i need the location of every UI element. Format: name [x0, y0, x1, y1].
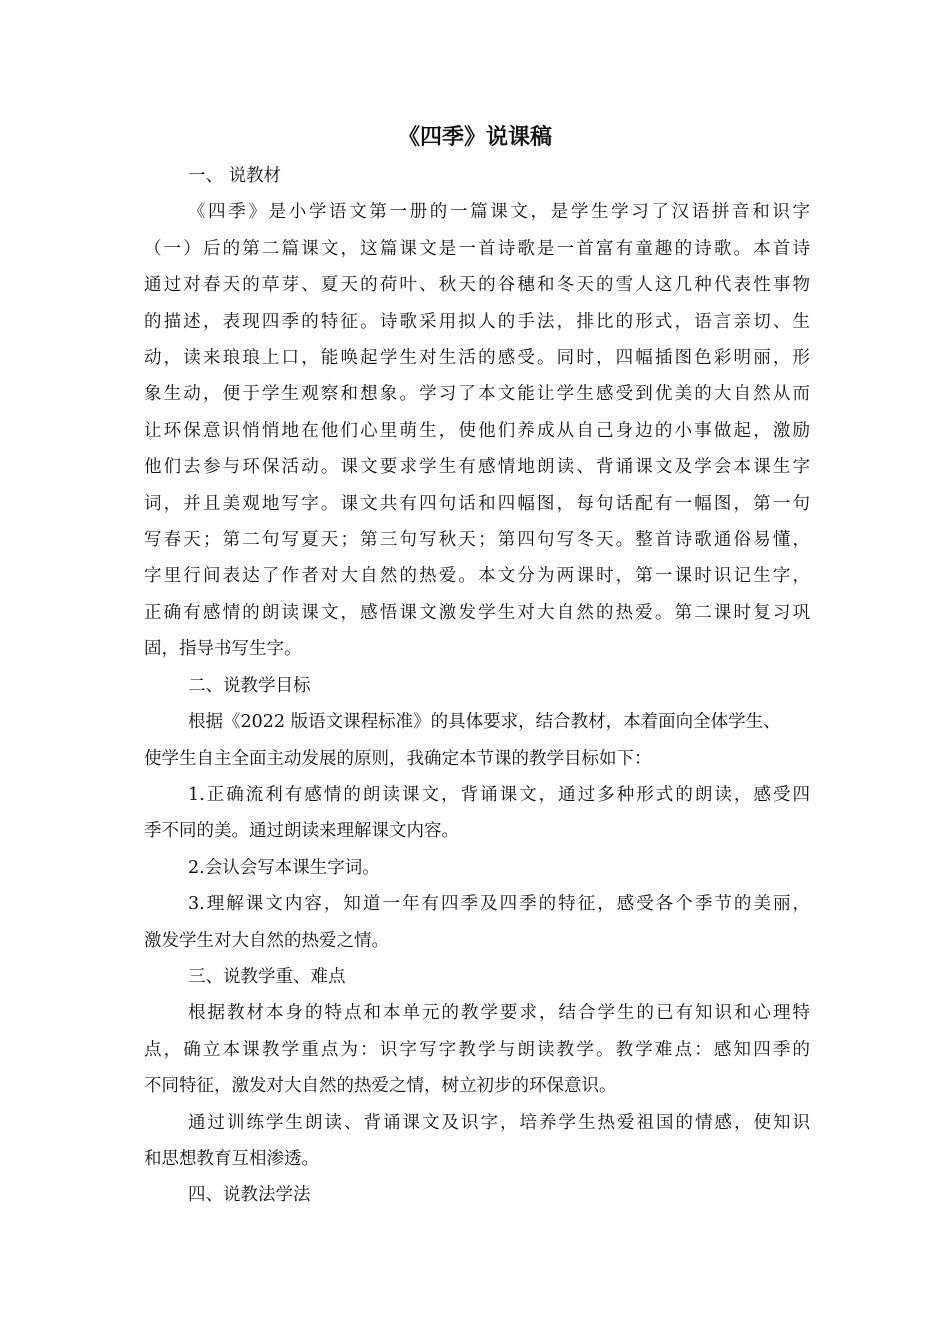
- text-line: 1.正确流利有感情的朗读课文，背诵课文，通过多种形式的朗读，感受四: [188, 784, 810, 805]
- text-line: 3.理解课文内容，知道一年有四季及四季的特征，感受各个季节的美丽，: [188, 894, 810, 915]
- paragraph: [144, 194, 810, 667]
- text-line: 让环保意识悄悄地在他们心里萌生，使他们养成从自己身边的小事做起，激励: [144, 420, 810, 441]
- paragraph: [144, 886, 810, 959]
- text-line: 字里行间表达了作者对大自然的热爱。本文分为两课时，第一课时识记生字，: [144, 566, 810, 587]
- paragraph: [144, 995, 810, 1104]
- text-line: 的描述，表现四季的特征。诗歌采用拟人的手法，排比的形式，语言亲切、生: [144, 311, 810, 332]
- text-line: 通过对春天的草芽、夏天的荷叶、秋天的谷穗和冬天的雪人这几种代表性事物: [144, 275, 810, 296]
- text-line: 通过训练学生朗读、背诵课文及识字，培养学生热爱祖国的情感，使知识: [188, 1112, 810, 1133]
- text-line: 动，读来琅琅上口，能唤起学生对生活的感受。同时，四幅插图色彩明丽，形: [144, 348, 810, 369]
- section-heading: 一、 说教材: [188, 166, 282, 186]
- text-line: 2.会认会写本课生字词。: [188, 857, 380, 878]
- text-line: 固，指导书写生字。: [144, 639, 302, 660]
- text-line: 根据教材本身的特点和本单元的教学要求，结合学生的已有知识和心理特: [188, 1003, 810, 1024]
- paragraph: [144, 850, 810, 886]
- document-title: 《四季》说课稿: [397, 125, 552, 150]
- text-line: 和思想教育互相渗透。: [144, 1148, 319, 1169]
- text-line: 激发学生对大自然的热爱之情。: [144, 930, 389, 951]
- text-line: 他们去参与环保活动。课文要求学生有感情地朗读、背诵课文及学会本课生字: [144, 457, 810, 478]
- section-heading: 四、说教法学法: [188, 1185, 311, 1206]
- paragraph: [144, 1105, 810, 1178]
- document-body: [144, 158, 810, 1214]
- section-heading: 三、说教学重、难点: [188, 966, 346, 987]
- text-line: 根据《2022 版语文课程标准》的具体要求，结合教材，本着面向全体学生、: [188, 712, 781, 733]
- paragraph: [144, 777, 810, 850]
- text-line: 写春天；第二句写夏天；第三句写秋天；第四句写冬天。整首诗歌通俗易懂，: [144, 530, 810, 551]
- text-line: 象生动，便于学生观察和想象。学习了本文能让学生感受到优美的大自然从而: [144, 384, 810, 405]
- text-line: 词，并且美观地写字。课文共有四句话和四幅图，每句话配有一幅图，第一句: [144, 493, 810, 514]
- text-line: 点，确立本课教学重点为：识字写字教学与朗读教学。教学难点：感知四季的: [144, 1039, 810, 1060]
- text-line: 正确有感情的朗读课文，感悟课文激发学生对大自然的热爱。第二课时复习巩: [144, 602, 810, 623]
- text-line: 不同特征，激发对大自然的热爱之情，树立初步的环保意识。: [144, 1076, 617, 1097]
- text-line: 季不同的美。通过朗读来理解课文内容。: [144, 821, 459, 842]
- text-line: 使学生自主全面主动发展的原则，我确定本节课的教学目标如下：: [144, 748, 652, 769]
- section-heading: 二、说教学目标: [188, 675, 311, 696]
- text-line: （一）后的第二篇课文，这篇课文是一首诗歌是一首富有童趣的诗歌。本首诗: [144, 238, 810, 259]
- paragraph: [144, 704, 810, 777]
- text-line: 《四季》是小学语文第一册的一篇课文，是学生学习了汉语拼音和识字: [188, 202, 810, 223]
